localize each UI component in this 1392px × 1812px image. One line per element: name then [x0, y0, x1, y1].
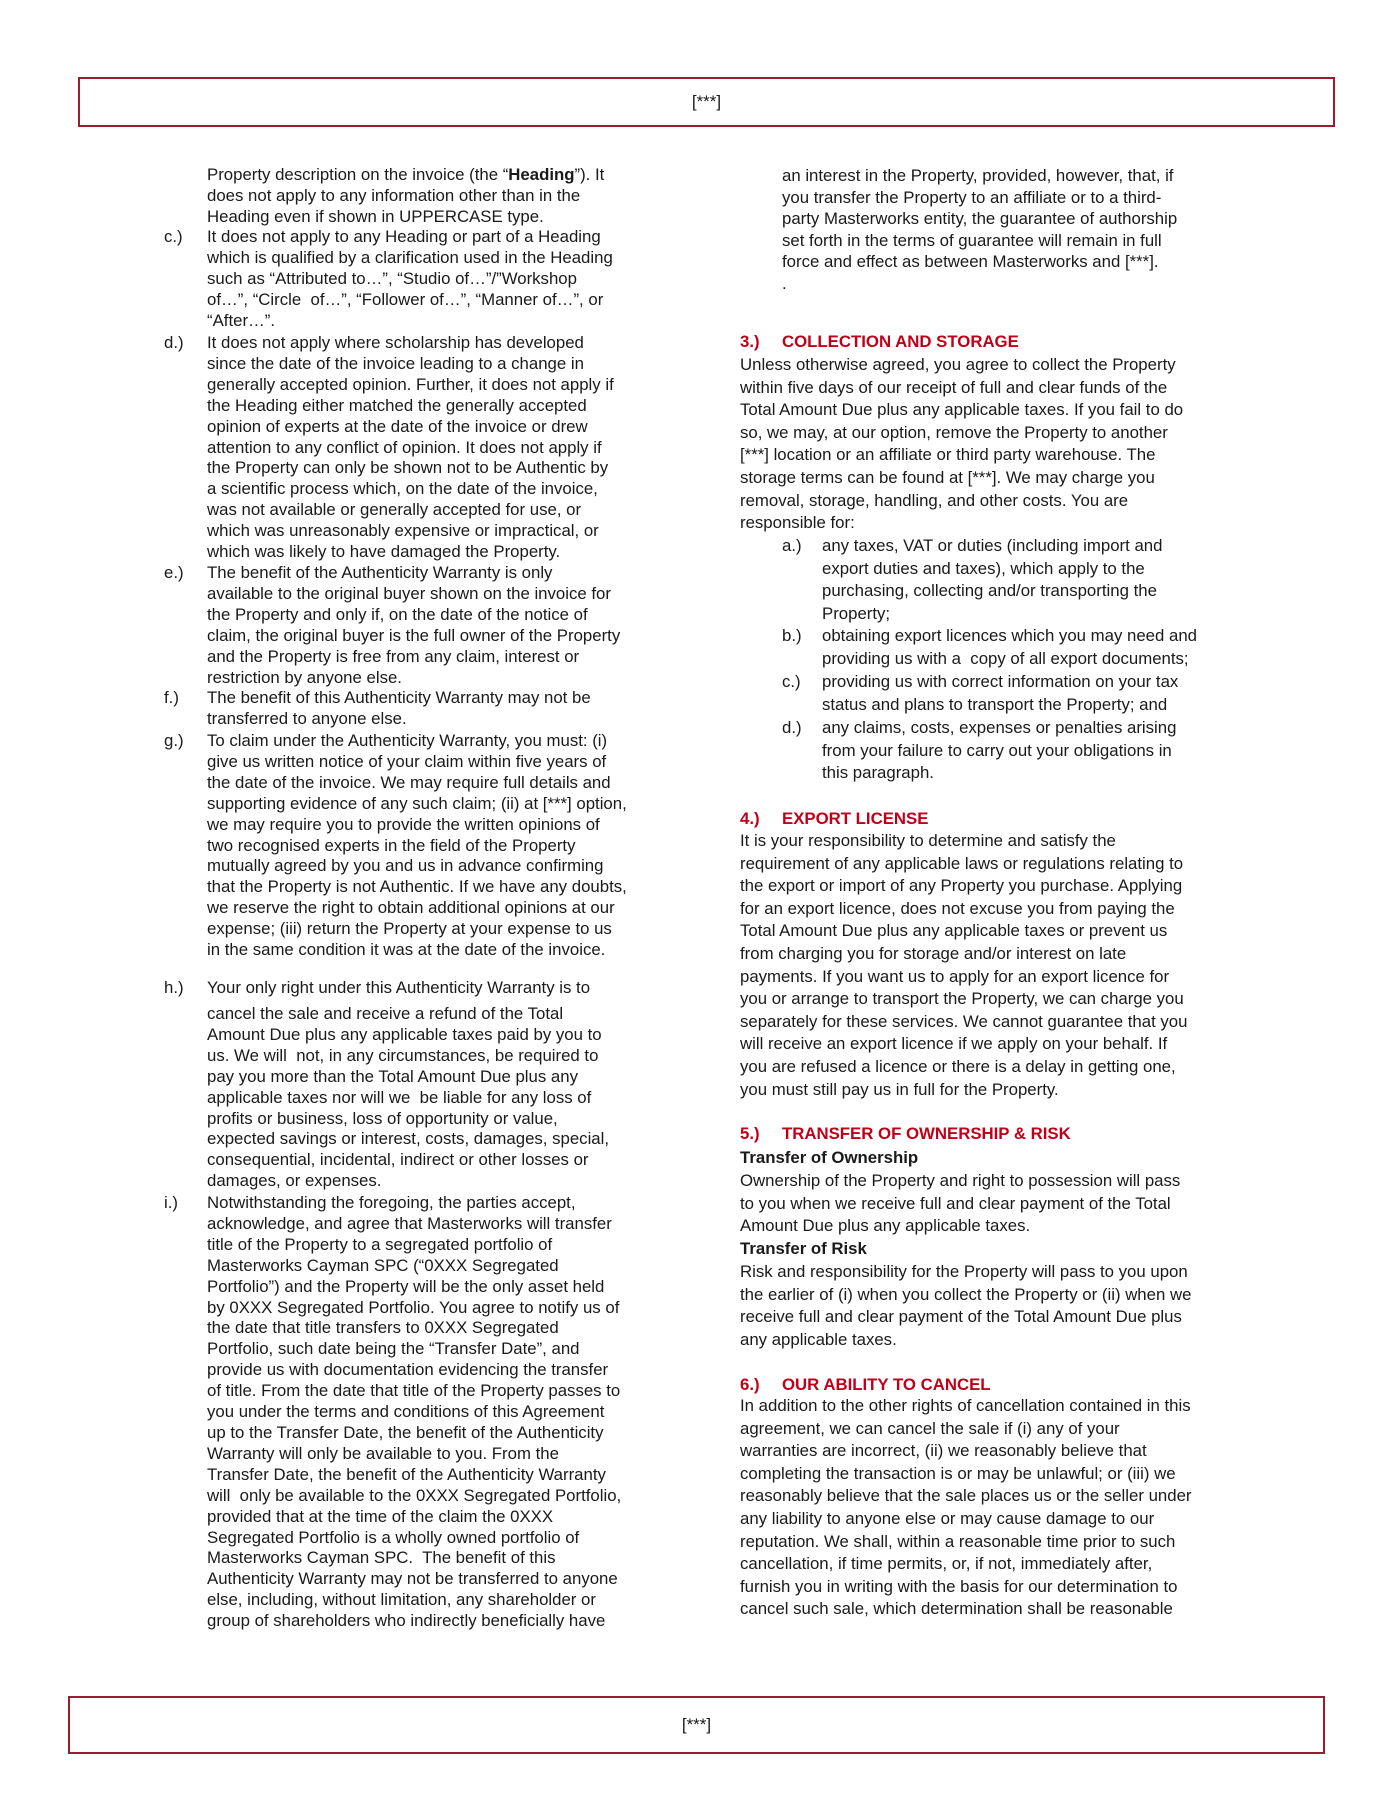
footer-placeholder: [***] [681, 1715, 712, 1734]
transfer-of-ownership-body: Ownership of the Property and right to possession will pass to you when we receive full and clear payment of the Total Amount Due plus any applicable taxes. [740, 1171, 1181, 1236]
item-label: c.) [164, 227, 183, 246]
item-label: h.) [164, 978, 184, 997]
heading-term: Heading [508, 165, 575, 184]
item-text: The benefit of the Authenticity Warranty is only available to the original buyer shown on the invoice for the Property and only if, on the date of the notice of claim, the original buyer is the full owner of the Property and the Property is free from any claim, interest or restriction by anyone else. [207, 563, 621, 687]
intro-text: Property description on the invoice (the “ [207, 165, 509, 184]
intro-text-rest: ”). It does not apply to any information other than in the Heading even if shown in UPPERCASE type. [207, 165, 605, 226]
right-continuation: an interest in the Property, provided, however, that, if you transfer the Property to an affiliate or to a third- party Masterworks entity, the guarantee of authorship set forth in the terms of guarantee will remain in full force and effect as between Masterworks and [***]. . [782, 166, 1178, 293]
item-text: any taxes, VAT or duties (including import and export duties and taxes), which apply to the purchasing, collecting and/or transporting the Property; [822, 536, 1163, 623]
page-header [78, 77, 1335, 127]
item-text: cancel the sale and receive a refund of the Total Amount Due plus any applicable taxes paid by you to us. We will not, in any circumstances, be required to pay you more than the Total Amount Due plus any applicable taxes nor will we be liable for any loss of profits or business, loss of opportunity or value, expected savings or interest, costs, damages, special, consequential, incidental, indirect or other losses or damages, or expenses. [207, 1004, 610, 1191]
header-placeholder: [***] [691, 92, 722, 111]
item-label: d.) [782, 718, 802, 737]
item-text: The benefit of this Authenticity Warranty may not be transferred to anyone else. [207, 688, 591, 728]
section-title: EXPORT LICENSE [782, 809, 929, 828]
section-number: 6.) [740, 1375, 760, 1394]
item-label: d.) [164, 333, 184, 352]
section-3-body: Unless otherwise agreed, you agree to collect the Property within five days of our receipt of full and clear funds of the Total Amount Due plus any applicable taxes. If you fail to do so, we may, at our option, remove the Property to another [***] location or an affiliate or third party warehouse. The storage terms can be found at [***]. We may charge you removal, storage, handling, and other costs. You are responsible for: [740, 355, 1184, 533]
item-label: i.) [164, 1193, 178, 1212]
section-title: TRANSFER OF OWNERSHIP & RISK [782, 1124, 1071, 1143]
transfer-of-risk-subheading: Transfer of Risk [740, 1239, 867, 1258]
item-text: To claim under the Authenticity Warranty, you must: (i) give us written notice of your claim within five years of the date of the invoice. We may require full details and supporting evidence of any such claim; (ii) at [***] option, we may require you to provide the written opinions of two recognised experts in the field of the Property mutually agreed by you and us in advance confirming that the Property is not Authentic. If we have any doubts, we reserve the right to obtain additional opinions at our expense; (iii) return the Property at your expense to us in the same condition it was at the date of the invoice. [207, 731, 627, 960]
item-label: a.) [782, 536, 802, 555]
section-title: OUR ABILITY TO CANCEL [782, 1375, 991, 1394]
transfer-of-risk-body: Risk and responsibility for the Property will pass to you upon the earlier of (i) when you collect the Property or (ii) when we receive full and clear payment of the Total Amount Due plus any applicable taxes. [740, 1262, 1192, 1349]
section-number: 4.) [740, 809, 760, 828]
item-text: Notwithstanding the foregoing, the parties accept, acknowledge, and agree that Masterworks will transfer title of the Property to a segregated portfolio of Masterworks Cayman SPC (“0XXX Segregated Portfolio”) and the Property will be the only asset held by 0XXX Segregated Portfolio. You agree to notify us of the date that title transfers to 0XXX Segregated Portfolio, such date being the “Transfer Date”, and provide us with documentation evidencing the transfer of title. From the date that title of the Property passes to you under the terms and conditions of this Agreement up to the Transfer Date, the benefit of the Authenticity Warranty will only be available to you. From the Transfer Date, the benefit of the Authenticity Warranty will only be available to the 0XXX Segregated Portfolio, provided that at the time of the claim the 0XXX Segregated Portfolio is a wholly owned portfolio of Masterworks Cayman SPC. The benefit of this Authenticity Warranty may not be transferred to anyone else, including, without limitation, any shareholder or group of shareholders who indirectly beneficially have [207, 1193, 622, 1631]
item-text: It does not apply where scholarship has developed since the date of the invoice leading to a change in generally accepted opinion. Further, it does not apply if the Heading either matched the generally accepted opinion of experts at the date of the invoice or drew attention to any conflict of opinion. It does not apply if the Property can only be shown not to be Authentic by a scientific process which, on the date of the invoice, was not available or generally accepted for use, or which was unreasonably expensive or impractical, or which was likely to have damaged the Property. [207, 333, 614, 562]
item-text: any claims, costs, expenses or penalties arising from your failure to carry out your obligations in this paragraph. [822, 718, 1177, 783]
section-title: COLLECTION AND STORAGE [782, 332, 1019, 351]
section-number: 3.) [740, 332, 760, 351]
item-label: b.) [782, 626, 802, 645]
item-text: providing us with correct information on your tax status and plans to transport the Property; and [822, 672, 1179, 714]
left-intro [207, 165, 604, 228]
page-footer [68, 1696, 1325, 1754]
item-label: c.) [782, 672, 801, 691]
section-number: 5.) [740, 1124, 760, 1143]
section-4-body: It is your responsibility to determine and satisfy the requirement of any applicable laws or regulations relating to the export or import of any Property you purchase. Applying for an export licence, does not excuse you from paying the Total Amount Due plus any applicable taxes or prevent us from charging you for storage and/or interest on late payments. If you want us to apply for an export licence for you or arrange to transport the Property, we can charge you separately for these services. We cannot guarantee that you will receive an export licence if we apply on your behalf. If you are refused a licence or there is a delay in getting one, you must still pay us in full for the Property. [740, 831, 1188, 1099]
item-label: f.) [164, 688, 179, 707]
item-label: e.) [164, 563, 184, 582]
item-label: g.) [164, 731, 184, 750]
item-text: obtaining export licences which you may need and providing us with a copy of all export documents; [822, 626, 1198, 668]
transfer-of-ownership-subheading: Transfer of Ownership [740, 1148, 919, 1167]
item-text-first-line: Your only right under this Authenticity Warranty is to [207, 978, 591, 997]
item-text: It does not apply to any Heading or part of a Heading which is qualified by a clarification used in the Heading such as “Attributed to…”, “Studio of…”/”Workshop of…”, “Circle of…”, “Follower of…”, “Manner of…”, or “After…”. [207, 227, 613, 330]
section-6-body: In addition to the other rights of cancellation contained in this agreement, we can cancel the sale if (i) any of your warranties are incorrect, (ii) we reasonably believe that completing the transaction is or may be unlawful; or (iii) we reasonably believe that the sale places us or the seller under any liability to anyone else or may cause damage to our reputation. We shall, within a reasonable time prior to such cancellation, if time permits, or, if not, immediately after, furnish you in writing with the basis for our determination to cancel such sale, which determination shall be reasonable [740, 1396, 1192, 1619]
